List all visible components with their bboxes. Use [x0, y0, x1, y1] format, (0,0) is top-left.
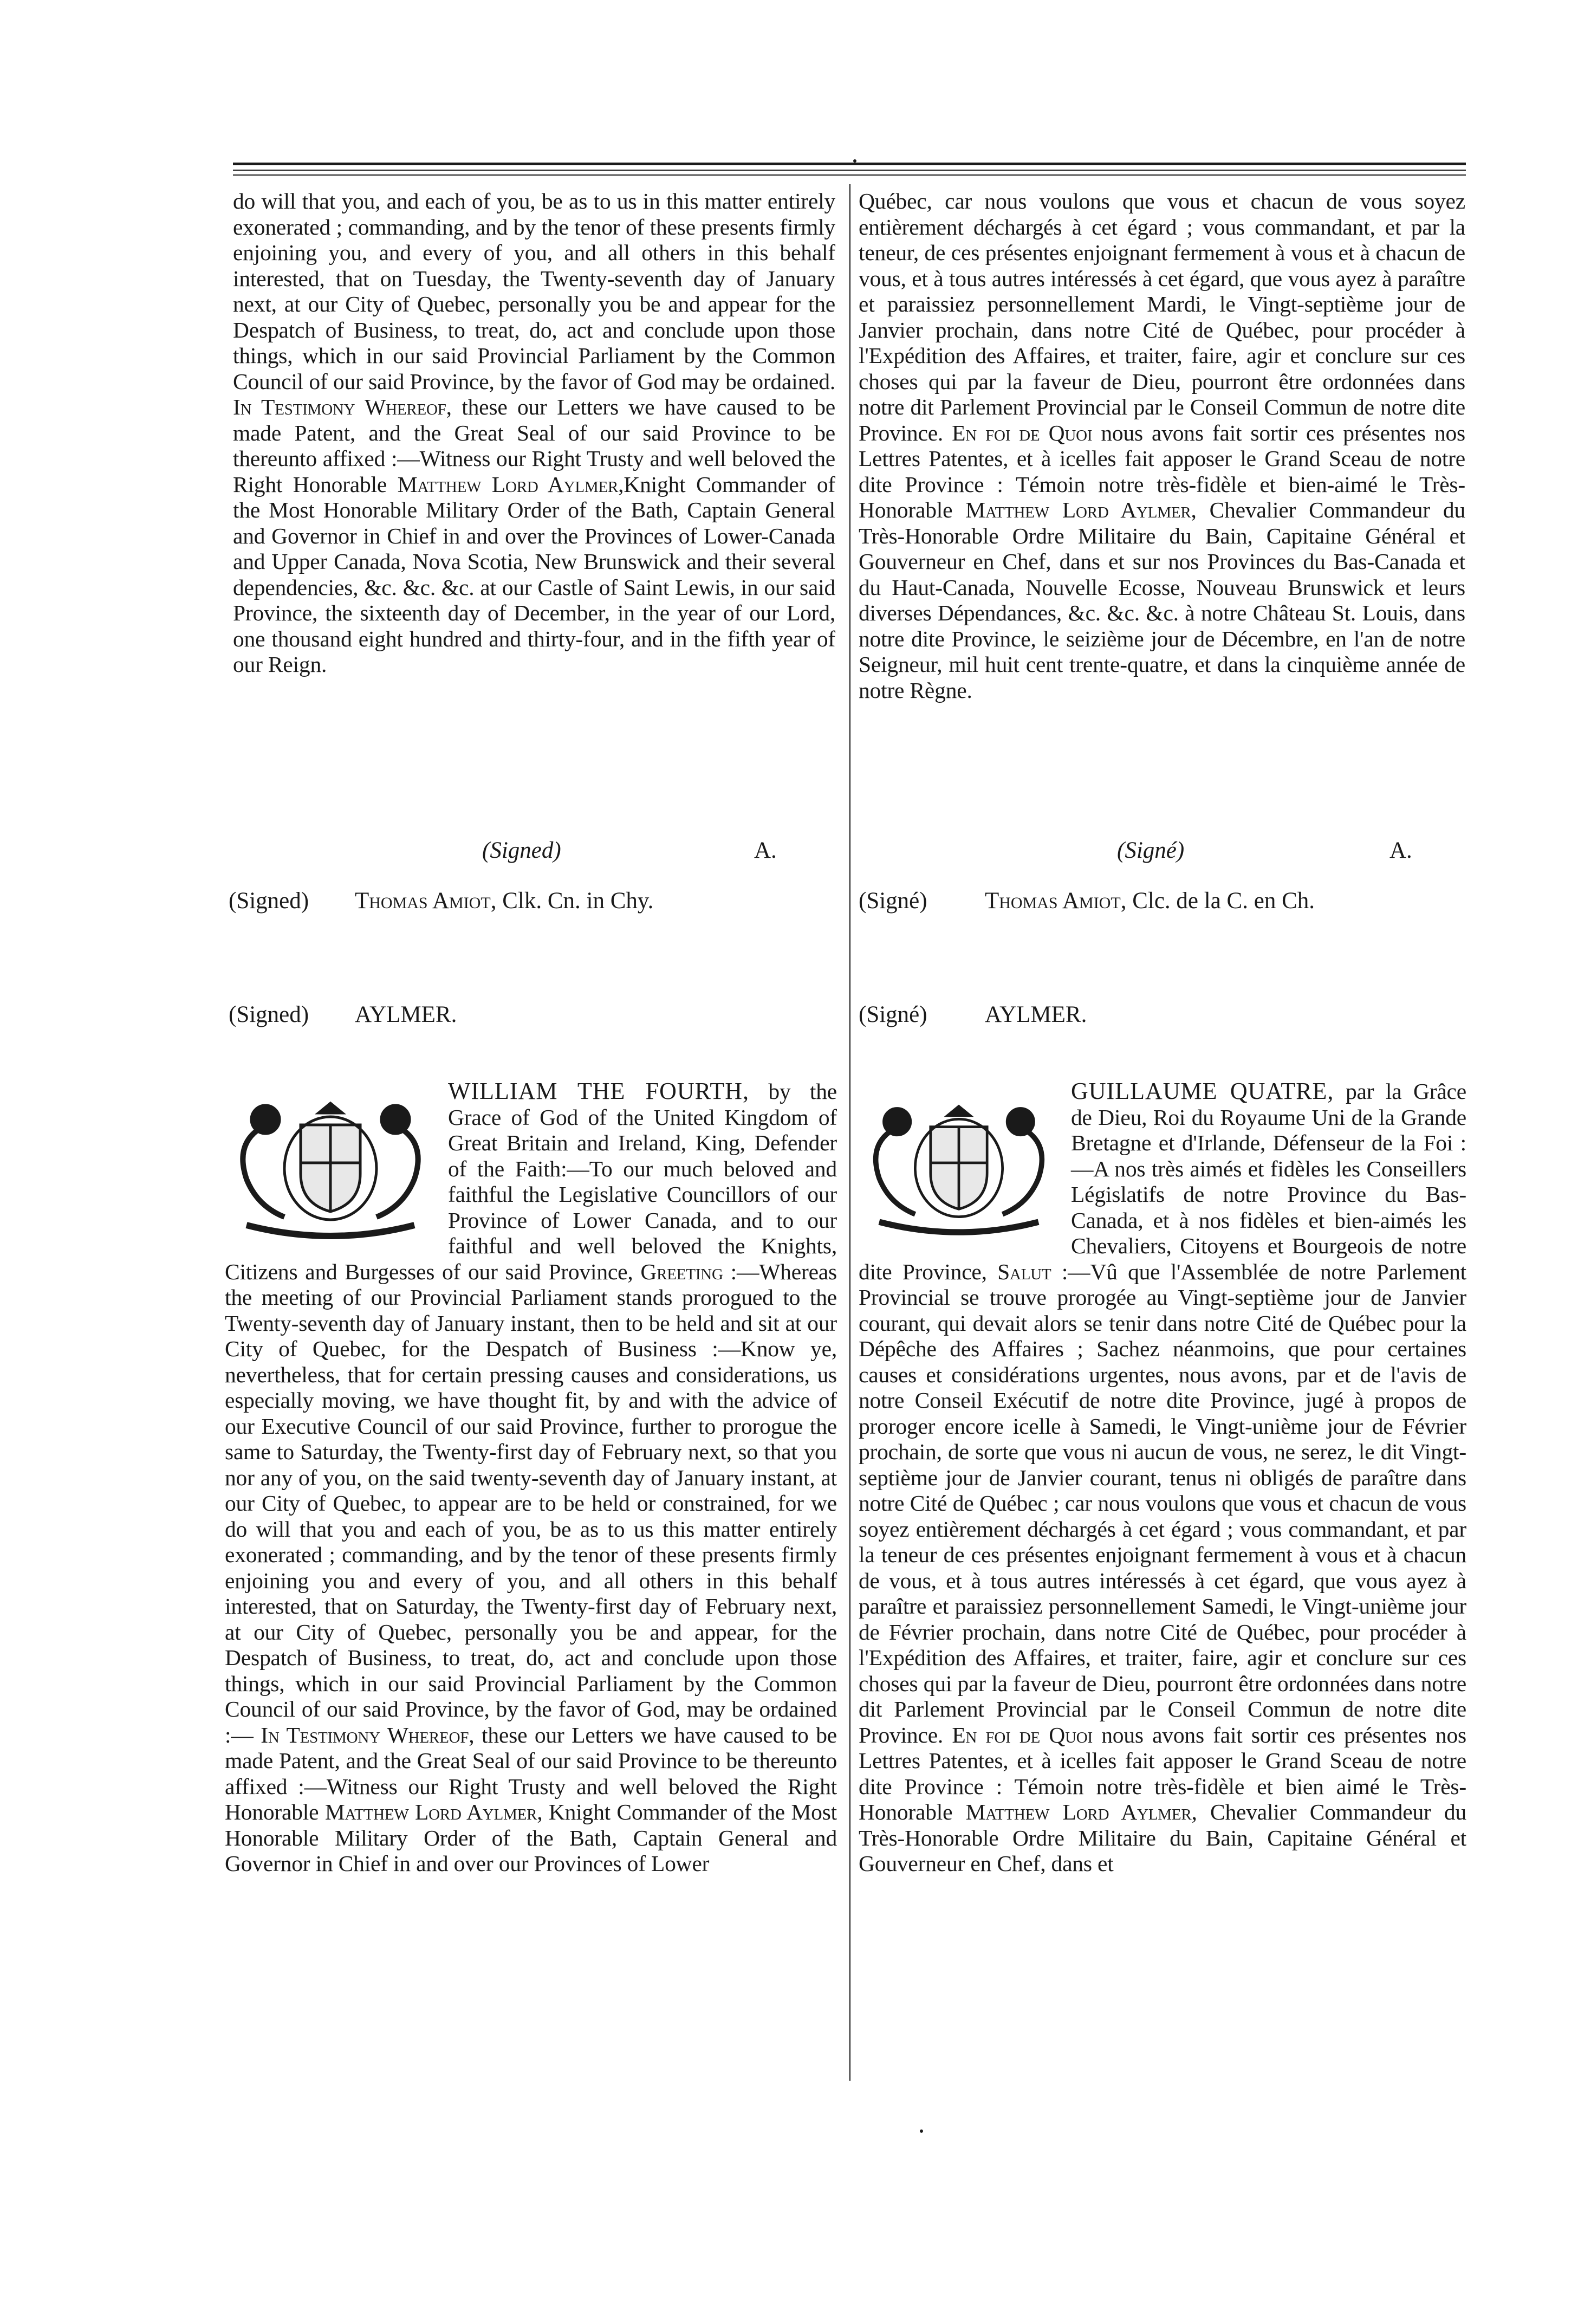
left-signed-a-value: A.: [754, 838, 777, 863]
column-divider: [849, 184, 850, 2081]
left-paragraph-1: [233, 189, 835, 678]
left-proclamation-d: Knight Commander of the Most Honorable Military Order of the Bath, Captain General and Governor in Chief in and over our Provinces of Lower: [225, 1799, 837, 1876]
right-paragraph-1: [859, 189, 1465, 703]
left-clerk-title: Clk. Cn. in Chy.: [496, 888, 654, 914]
left-signed-aylmer-value: AYLMER.: [355, 1002, 457, 1027]
left-signed-clerk: [355, 888, 653, 915]
right-text-1: Québec, car nous voulons que vous et chacun de vous soyez entièrement déchargés à cet égard ; vous commandant, et par la teneur, de ces présentes enjoignant fermement à vous et à chacun de vous, et à tous autres intéressés à cet égard, que vous ayez à paraître et paraissiez personnellement Mardi, le Vingt-septième jour de Janvier prochain, dans notre Cité de Québec, pour procéder à l'Expédition des Affaires, et traiter, faire, agir et conclure sur ces choses qui par la faveur de Dieu, pourront être ordonnées dans notre dit Parlement Provincial par le Conseil Commun de notre dite Province.: [859, 189, 1465, 445]
left-proclamation-head: WILLIAM THE FOURTH,: [448, 1078, 750, 1104]
right-proclamation-head: GUILLAUME QUATRE,: [1071, 1078, 1334, 1104]
left-proclamation-c: these our Letters we have caused to be made Patent, and the Great Seal of our said Province to be thereunto affixed :—Witness our Right Trusty and well beloved the Right Honorable: [225, 1722, 837, 1824]
header-rule-thin: [233, 170, 1466, 171]
right-signed-aylmer-value: AYLMER.: [985, 1002, 1087, 1027]
right-proclamation-a: par la Grâce de Dieu, Roi du Royaume Uni de la Grande Bretagne et d'Irlande, Défenseur de la Foi :—A nos très aimés et fidèles les Conseillers Législatifs de notre Province du Bas-Canada, et à nos fidèles et bien-aimés les Chevaliers, Citoyens et Bourgeois de notre dite Province,: [859, 1079, 1466, 1284]
left-matthew2-name: Matthew Lord Aylmer,: [324, 1799, 543, 1824]
right-foi-label: En foi de Quoi: [952, 420, 1093, 445]
header-rule-thick: [233, 163, 1466, 165]
header-dot: [853, 159, 856, 163]
right-proclamation-b: :—Vû que l'Assemblée de notre Parlement Provincial se trouve prorogée au Vingt-septième jour de Janvier courant, qui devait alors se tenir dans notre Cité de Québec pour la Dépêche des Affaires ; Sachez néanmoins, que pour certaines causes et considérations urgentes, nous avons, par et de l'avis de notre Conseil Exécutif de notre dite Province, jugé à propos de proroger encore icelle à Samedi, le Vingt-unième jour de Février prochain, de sorte que vous ni aucun de vous, ne serez, le dit Vingt-septième jour de Janvier courant, tenus ni obligés de paraître dans notre Cité de Québec ; car nous voulons que vous et chacun de vous soyez entièrement déchargés à cet égard ; vous commandant, et par la teneur de ces présentes enjoignant fermement à vous et à chacun de vous, et à tous autres intéressés à cet égard, que vous ayez à paraître et paraissiez personnellement Samedi, le Vingt-unième jour de Février prochain, dans notre Cité de Québec, pour procéder à l'Expédition des Affaires, et traiter, faire, agir et conclure sur ces choses qui par la faveur de Dieu, pourront être ordonnées dans notre dit Parlement Provincial par le Conseil Commun de notre dite Province.: [859, 1259, 1466, 1747]
header-rule-lower: [233, 174, 1466, 176]
left-matthew-name: Matthew Lord Aylmer,: [397, 471, 624, 497]
left-signed-a-label: (Signed): [482, 838, 561, 863]
royal-coat-of-arms-icon: [225, 1082, 436, 1244]
left-proclamation-b: :—Whereas the meeting of our Provincial Parliament stands prorogued to the Twenty-seventh day of January instant, then to be held and sit at our City of Quebec, for the Despatch of Business :—Know ye, nevertheless, that for certain pressing causes and considerations, us especially moving, we have thought fit, by and with the advice of our Executive Council of our said Province, further to prorogue the same to Saturday, the Twenty-first day of February next, so that you nor any of you, on the said twenty-seventh day of January instant, at our City of Quebec, to appear are to be held or constrained, for we do will that you and each of you, be as to us this matter entirely exonerated ; commanding, and by the tenor of these presents firmly enjoining you and every of you, and all others in this behalf interested, that on Saturday, the Twenty-first day of February next, at our City of Quebec, personally you be and appear, for the Despatch of Business, to treat, do, act and conclude upon those things, which in our said Provincial Parliament by the Common Council of our said Province, by the favor of God, may be ordained :—: [225, 1259, 837, 1747]
royal-coat-of-arms-icon: [859, 1082, 1059, 1244]
right-signed-a-label: (Signé): [1117, 838, 1185, 863]
left-proclamation-a: by the Grace of God of the United Kingdom of Great Britain and Ireland, King, Defender of the Faith:—To our much beloved and faithful the Legislative Councillors of our Province of Lower Canada, and to our faithful and well beloved the Knights, Citizens and Burgesses of our said Province,: [225, 1079, 837, 1284]
right-signed-clerk: [985, 888, 1315, 915]
right-signed-a-value: A.: [1389, 838, 1412, 863]
left-testimony-label: In Testimony Whereof,: [233, 394, 452, 419]
left-column-top: [233, 189, 835, 828]
left-signed-aylmer-label: (Signed): [229, 1002, 309, 1027]
left-greeting: Greeting: [640, 1259, 723, 1284]
right-signed-clerk-label: (Signé): [859, 888, 927, 914]
left-signed-clerk-label: (Signed): [229, 888, 309, 914]
left-clerk-name: Thomas Amiot,: [355, 888, 497, 914]
right-matthew2-name: Matthew Lord Aylmer,: [965, 1799, 1197, 1824]
right-text-1b: nous avons fait sortir ces présentes nos Lettres Patentes, et à icelles fait apposer le Grand Sceau de notre dite Province : Témoin notre très-fidèle et bien-aimé le Très-Honorable: [859, 420, 1465, 522]
right-signed-aylmer-label: (Signé): [859, 1002, 927, 1027]
right-column-proclamation: [859, 1078, 1466, 2070]
footer-dot: [920, 2129, 923, 2133]
right-matthew-name: Matthew Lord Aylmer,: [965, 497, 1197, 522]
left-column-proclamation: [225, 1078, 837, 2070]
right-clerk-name: Thomas Amiot,: [985, 888, 1127, 914]
right-proclamation-c: nous avons fait sortir ces présentes nos Lettres Patentes, et à icelles fait apposer le Grand Sceau de notre dite Province : Témoin notre très-fidèle et bien aimé le Très-Honorable: [859, 1722, 1466, 1824]
right-foi2-label: En foi de Quoi: [952, 1722, 1093, 1747]
left-text-1: do will that you, and each of you, be as to us in this matter entirely exonerated ; commanding, and by the tenor of these presents firmly enjoining you, and every of you, and all others in this behalf interested, that on Tuesday, the Twenty-seventh day of January next, at our City of Quebec, personally you be and appear for the Despatch of Business, to treat, do, act and conclude upon those things, which in our said Provincial Parliament by the Common Council of our said Province, by the favor of God may be ordained.: [233, 189, 835, 394]
left-text-1b: these our Letters we have caused to be made Patent, and the Great Seal of our said Province to be thereunto affixed :—Witness our Right Trusty and well beloved the Right Honorable: [233, 394, 835, 497]
right-column-top: [859, 189, 1465, 828]
right-salut: Salut: [997, 1259, 1051, 1284]
left-testimony2-label: In Testimony Whereof,: [261, 1722, 475, 1747]
right-text-1c: Chevalier Commandeur du Très-Honorable Ordre Militaire du Bain, Capitaine Général et Gouverneur en Chef, dans et sur nos Provinces du Bas-Canada et du Haut-Canada, Nouvelle Ecosse, Nouveau Brunswick et leurs diverses Dépendances, &c. &c. &c. à notre Château St. Louis, dans notre dite Province, le seizième jour de Décembre, en l'an de notre Seigneur, mil huit cent trente-quatre, et dans la cinquième année de notre Règne.: [859, 497, 1465, 703]
right-clerk-title: Clc. de la C. en Ch.: [1126, 888, 1315, 914]
left-text-1c: Knight Commander of the Most Honorable Military Order of the Bath, Captain General and Governor in Chief in and over the Provinces of Lower-Canada and Upper Canada, Nova Scotia, New Brunswick and their several dependencies, &c. &c. &c. at our Castle of Saint Lewis, in our said Province, the sixteenth day of December, in the year of our Lord, one thousand eight hundred and thirty-four, and in the fifth year of our Reign.: [233, 471, 835, 677]
right-proclamation-d: Chevalier Commandeur du Très-Honorable Ordre Militaire du Bain, Capitaine Général et Gouverneur en Chef, dans et: [859, 1799, 1466, 1876]
